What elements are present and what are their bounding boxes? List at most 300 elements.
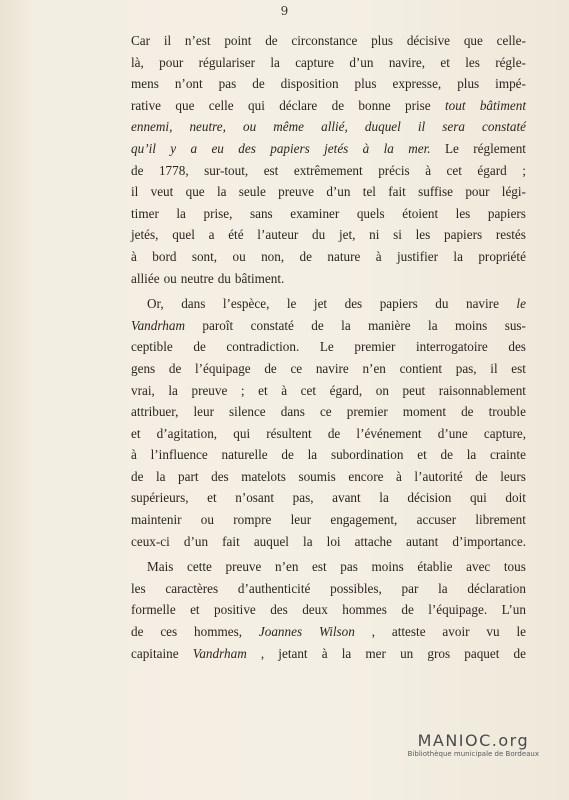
word: veut (150, 184, 174, 200)
word: bâtiment. (234, 270, 285, 286)
word: à (131, 248, 137, 264)
word: autant (406, 533, 439, 549)
word: déclare (279, 97, 318, 113)
word: seule (238, 184, 266, 200)
word: l’événement (356, 425, 422, 441)
word: plus (371, 33, 394, 48)
word: par (401, 580, 419, 596)
word: librement (475, 512, 526, 528)
word: qu’il (131, 140, 156, 156)
word: atteste (391, 624, 426, 640)
word: sans (249, 205, 273, 221)
word: du (312, 227, 326, 243)
word: bâtiment (479, 97, 526, 113)
word: à (396, 468, 402, 484)
word: leur (193, 404, 214, 420)
page-number: 9 (280, 4, 289, 18)
word: de (461, 404, 474, 420)
word: de (440, 447, 453, 463)
word: timer (131, 205, 159, 221)
word: expresse, (392, 76, 442, 92)
word: loi (326, 533, 341, 549)
word: duquel (364, 119, 401, 135)
word: examiner (290, 205, 340, 221)
word: ou (163, 270, 177, 286)
word: que (463, 33, 483, 48)
word: ni (369, 227, 380, 243)
word: Le (444, 140, 459, 156)
word: résultent (266, 425, 312, 441)
word: est (312, 559, 327, 575)
word: celle- (496, 33, 526, 48)
word: engagement, (330, 512, 398, 528)
word: étoient (402, 205, 439, 221)
word: les (465, 54, 480, 70)
word: suffise (418, 184, 454, 200)
word: il (490, 360, 498, 376)
word: de (401, 602, 414, 618)
word: le (286, 296, 297, 312)
word: l’influence (150, 447, 208, 463)
word: premier (346, 404, 388, 420)
text-line (131, 466, 526, 488)
word: là, (131, 54, 144, 70)
word: sus- (504, 317, 526, 333)
word: l’espèce, (222, 296, 270, 312)
word: établie (417, 559, 453, 575)
word: pas, (455, 360, 477, 376)
word: disposition (280, 76, 339, 92)
word: cet (300, 382, 317, 398)
word: plus (457, 76, 480, 92)
word: preuve (191, 382, 228, 398)
text-line (131, 336, 526, 358)
word: de (299, 248, 312, 264)
text-line (131, 509, 526, 531)
word: positive (214, 602, 256, 618)
word: prise (404, 97, 431, 113)
word: égard, (329, 382, 363, 398)
library-stamp (408, 731, 539, 758)
word: que (175, 97, 195, 113)
word: quel (172, 227, 195, 243)
word: restés (495, 227, 526, 243)
word: d’un (326, 184, 351, 200)
word: de (264, 360, 277, 376)
word: raisonnablement (438, 382, 526, 398)
word: attache (354, 533, 392, 549)
word: encore (348, 468, 384, 484)
word: y (170, 140, 177, 156)
word: capture (295, 54, 334, 70)
text-line (131, 73, 526, 95)
word: d’importance. (452, 533, 526, 549)
word: eu (211, 140, 224, 156)
word: qui (248, 97, 265, 113)
word: jetant (278, 645, 308, 661)
word: avant (332, 490, 361, 506)
word: déclaration (467, 580, 526, 596)
word: quels (356, 205, 385, 221)
word: avec (466, 559, 491, 575)
word: navire (315, 360, 349, 376)
word: sera (442, 119, 465, 135)
word: premier (354, 339, 396, 355)
word: , (371, 624, 376, 640)
word: il (417, 119, 426, 135)
word: leurs (500, 468, 526, 484)
word: à (425, 162, 432, 178)
word: à (281, 382, 288, 398)
text-line (131, 116, 526, 138)
word: pas (340, 559, 358, 575)
word: capture, (483, 425, 526, 441)
word: la (341, 645, 352, 661)
text-line (131, 380, 526, 402)
word: constaté (482, 119, 526, 135)
word: cet (446, 162, 462, 178)
text-line (131, 315, 526, 337)
word: doit (505, 490, 526, 506)
word: ce (319, 404, 332, 420)
word: moins (371, 559, 404, 575)
word: ces (160, 624, 178, 640)
word: 1778, (158, 162, 189, 178)
word: des (211, 468, 229, 484)
word: la (379, 490, 389, 506)
word: que (185, 184, 205, 200)
word: ; (240, 382, 245, 398)
word: Le (319, 339, 334, 355)
text-line (131, 293, 526, 315)
word: ceux-ci (131, 533, 170, 549)
word: à (362, 140, 370, 156)
text-line (131, 643, 526, 665)
word: ceptible (131, 339, 173, 355)
word: caractères (165, 580, 219, 596)
text-line (131, 358, 526, 380)
word: part (178, 468, 199, 484)
word: n’en (362, 360, 386, 376)
word: jet (313, 296, 328, 312)
word: pour (465, 184, 490, 200)
word: rompre (233, 512, 272, 528)
word: soumis (298, 468, 336, 484)
word: pour (159, 54, 184, 70)
word: capitaine (131, 645, 179, 661)
text-line (131, 181, 526, 203)
word: attribuer, (131, 404, 179, 420)
word: si (393, 227, 402, 243)
word: de (131, 624, 144, 640)
word: qui (469, 490, 487, 506)
text-line (131, 487, 526, 509)
word: crainte (490, 447, 526, 463)
word: de (311, 317, 324, 333)
text-line (131, 423, 526, 445)
word: dans (181, 296, 206, 312)
word: ennemi, (131, 119, 173, 135)
word: la (307, 447, 318, 463)
text-line (131, 531, 526, 553)
word: Car (131, 33, 151, 48)
word: justifier (396, 248, 439, 264)
word: paquet (464, 645, 500, 661)
word: la (438, 580, 448, 596)
word: sur-tout, (204, 162, 249, 178)
word: le (516, 624, 526, 640)
text-line (131, 578, 526, 600)
word: auquel (253, 533, 289, 549)
word: et (258, 382, 268, 398)
word: de (252, 76, 265, 92)
text-line (131, 268, 526, 290)
word: navire (465, 296, 499, 312)
word: tout (444, 97, 466, 113)
word: trouble (488, 404, 526, 420)
word: est (263, 162, 279, 178)
word: régle- (495, 54, 526, 70)
word: allié, (321, 119, 348, 135)
word: nature (327, 248, 361, 264)
text-line (131, 95, 526, 117)
word: il (131, 184, 139, 200)
word: tel (362, 184, 376, 200)
word: les (415, 227, 431, 243)
word: contient (399, 360, 443, 376)
word: décision (407, 490, 452, 506)
word: la (303, 533, 313, 549)
word: paroît (202, 317, 234, 333)
text-line (131, 203, 526, 225)
word: de (281, 447, 294, 463)
word: pas (218, 76, 237, 92)
word: la (466, 447, 477, 463)
word: et (131, 425, 141, 441)
word: Mais (147, 559, 174, 575)
word: est (511, 360, 526, 376)
word: le (516, 296, 526, 312)
word: un (400, 645, 414, 661)
word: ou (200, 512, 214, 528)
word: neutre, (189, 119, 226, 135)
word: accuser (416, 512, 457, 528)
word: cette (186, 559, 212, 575)
word: à (375, 248, 382, 264)
word: bonne (358, 97, 391, 113)
word: d’un (349, 54, 374, 70)
word: interrogatoire (415, 339, 488, 355)
word: réglement (473, 140, 526, 156)
word: non, (261, 248, 285, 264)
word: a (190, 140, 198, 156)
word: et (440, 54, 450, 70)
word: Or, (147, 296, 164, 312)
word: jetés (324, 140, 349, 156)
text-line (131, 599, 526, 621)
word: régulariser (198, 54, 256, 70)
word: d’un (183, 533, 209, 549)
word: tous (503, 559, 526, 575)
text-line (131, 160, 526, 182)
word: la (168, 382, 178, 398)
word: vrai, (131, 382, 155, 398)
word: papiers (270, 140, 310, 156)
word: décisive (406, 33, 451, 48)
word: manière (368, 317, 411, 333)
word: moment (402, 404, 447, 420)
word: et (190, 602, 200, 618)
word: mer (365, 645, 386, 661)
word: de (131, 468, 144, 484)
word: jetés, (131, 227, 159, 243)
word: pas, (292, 490, 314, 506)
word: ; (522, 162, 526, 178)
word: la (383, 140, 394, 156)
text-line (131, 246, 526, 268)
word: la (155, 468, 166, 484)
text-line (131, 444, 526, 466)
word: dans (280, 404, 305, 420)
word: l’équipage. (428, 602, 488, 618)
word: n’est (184, 33, 211, 48)
word: à (321, 645, 328, 661)
word: L’un (501, 602, 526, 618)
word: , (260, 645, 265, 661)
word: point (224, 33, 252, 48)
word: propriété (478, 248, 526, 264)
word: ou (243, 119, 257, 135)
word: silence (229, 404, 266, 420)
word: la (270, 54, 280, 70)
word: de (168, 360, 182, 376)
word: vu (486, 624, 500, 640)
word: deux (302, 602, 328, 618)
word: les (455, 205, 471, 221)
word: papiers (444, 227, 483, 243)
word: ou (232, 248, 246, 264)
text-line (131, 621, 526, 643)
word: Wilson (318, 624, 355, 640)
text-line (131, 138, 526, 160)
word: l’autorité (414, 468, 463, 484)
word: navire, (388, 54, 426, 70)
word: possibles, (330, 580, 382, 596)
word: leur (290, 512, 312, 528)
word: la (216, 184, 227, 200)
word: supérieurs, (131, 490, 189, 506)
word: Joannes (258, 624, 303, 640)
word: hommes, (194, 624, 243, 640)
text-line (131, 224, 526, 246)
word: preuve (278, 184, 315, 200)
word: bord (152, 248, 177, 264)
word: l’équipage (194, 360, 251, 376)
word: qui (233, 425, 251, 441)
word: mer. (408, 140, 431, 156)
text-line (131, 30, 526, 52)
text-line (131, 401, 526, 423)
word: même (273, 119, 305, 135)
word: formelle (131, 602, 176, 618)
word: prise, (203, 205, 233, 221)
word: Vandrham (131, 317, 185, 333)
word: avoir (442, 624, 470, 640)
word: contradiction. (226, 339, 300, 355)
word: a (208, 227, 215, 243)
word: la (428, 317, 438, 333)
word: gros (427, 645, 451, 661)
word: neutre (180, 270, 214, 286)
word: gens (131, 360, 156, 376)
word: la (453, 248, 463, 264)
word: du (217, 270, 231, 286)
word: de (327, 425, 341, 441)
word: de (331, 97, 345, 113)
word: été (228, 227, 244, 243)
word: n’en (274, 559, 299, 575)
word: de (193, 339, 206, 355)
word: naturelle (221, 447, 268, 463)
word: moins (455, 317, 488, 333)
word: du (435, 296, 449, 312)
word: impé- (495, 76, 526, 92)
word: extrêmement (293, 162, 363, 178)
body-text (131, 30, 526, 664)
word: constaté (250, 317, 294, 333)
word: maintenir (131, 512, 182, 528)
word: et (417, 447, 427, 463)
word: papiers (379, 296, 418, 312)
word: il (163, 33, 172, 48)
word: celle (208, 97, 234, 113)
word: des (270, 602, 288, 618)
word: sont, (191, 248, 218, 264)
word: de (475, 468, 488, 484)
word: preuve (225, 559, 262, 575)
word: et (207, 490, 217, 506)
word: la (176, 205, 186, 221)
word: alliée (131, 270, 160, 286)
word: de (513, 645, 526, 661)
word: précis (378, 162, 410, 178)
word: ce (290, 360, 303, 376)
word: de (265, 33, 278, 48)
word: n’ont (174, 76, 203, 92)
word: papiers (487, 205, 526, 221)
text-line (131, 52, 526, 74)
manioc-logo: MANIOC.org (417, 731, 530, 750)
word: légi- (501, 184, 526, 200)
word: d’agitation, (156, 425, 218, 441)
word: Vandrham (192, 645, 247, 661)
word: circonstance (291, 33, 358, 48)
word: mens (131, 76, 159, 92)
library-caption: Bibliothèque municipale de Bordeaux (407, 750, 539, 758)
word: matelots (241, 468, 286, 484)
word: jet, (338, 227, 356, 243)
word: des (238, 140, 256, 156)
word: égard (477, 162, 507, 178)
word: hommes (342, 602, 387, 618)
word: n’osant (235, 490, 275, 506)
word: subordination (330, 447, 404, 463)
text-line (131, 556, 526, 578)
word: on (375, 382, 389, 398)
word: à (131, 447, 137, 463)
word: d’une (437, 425, 468, 441)
word: des (508, 339, 526, 355)
